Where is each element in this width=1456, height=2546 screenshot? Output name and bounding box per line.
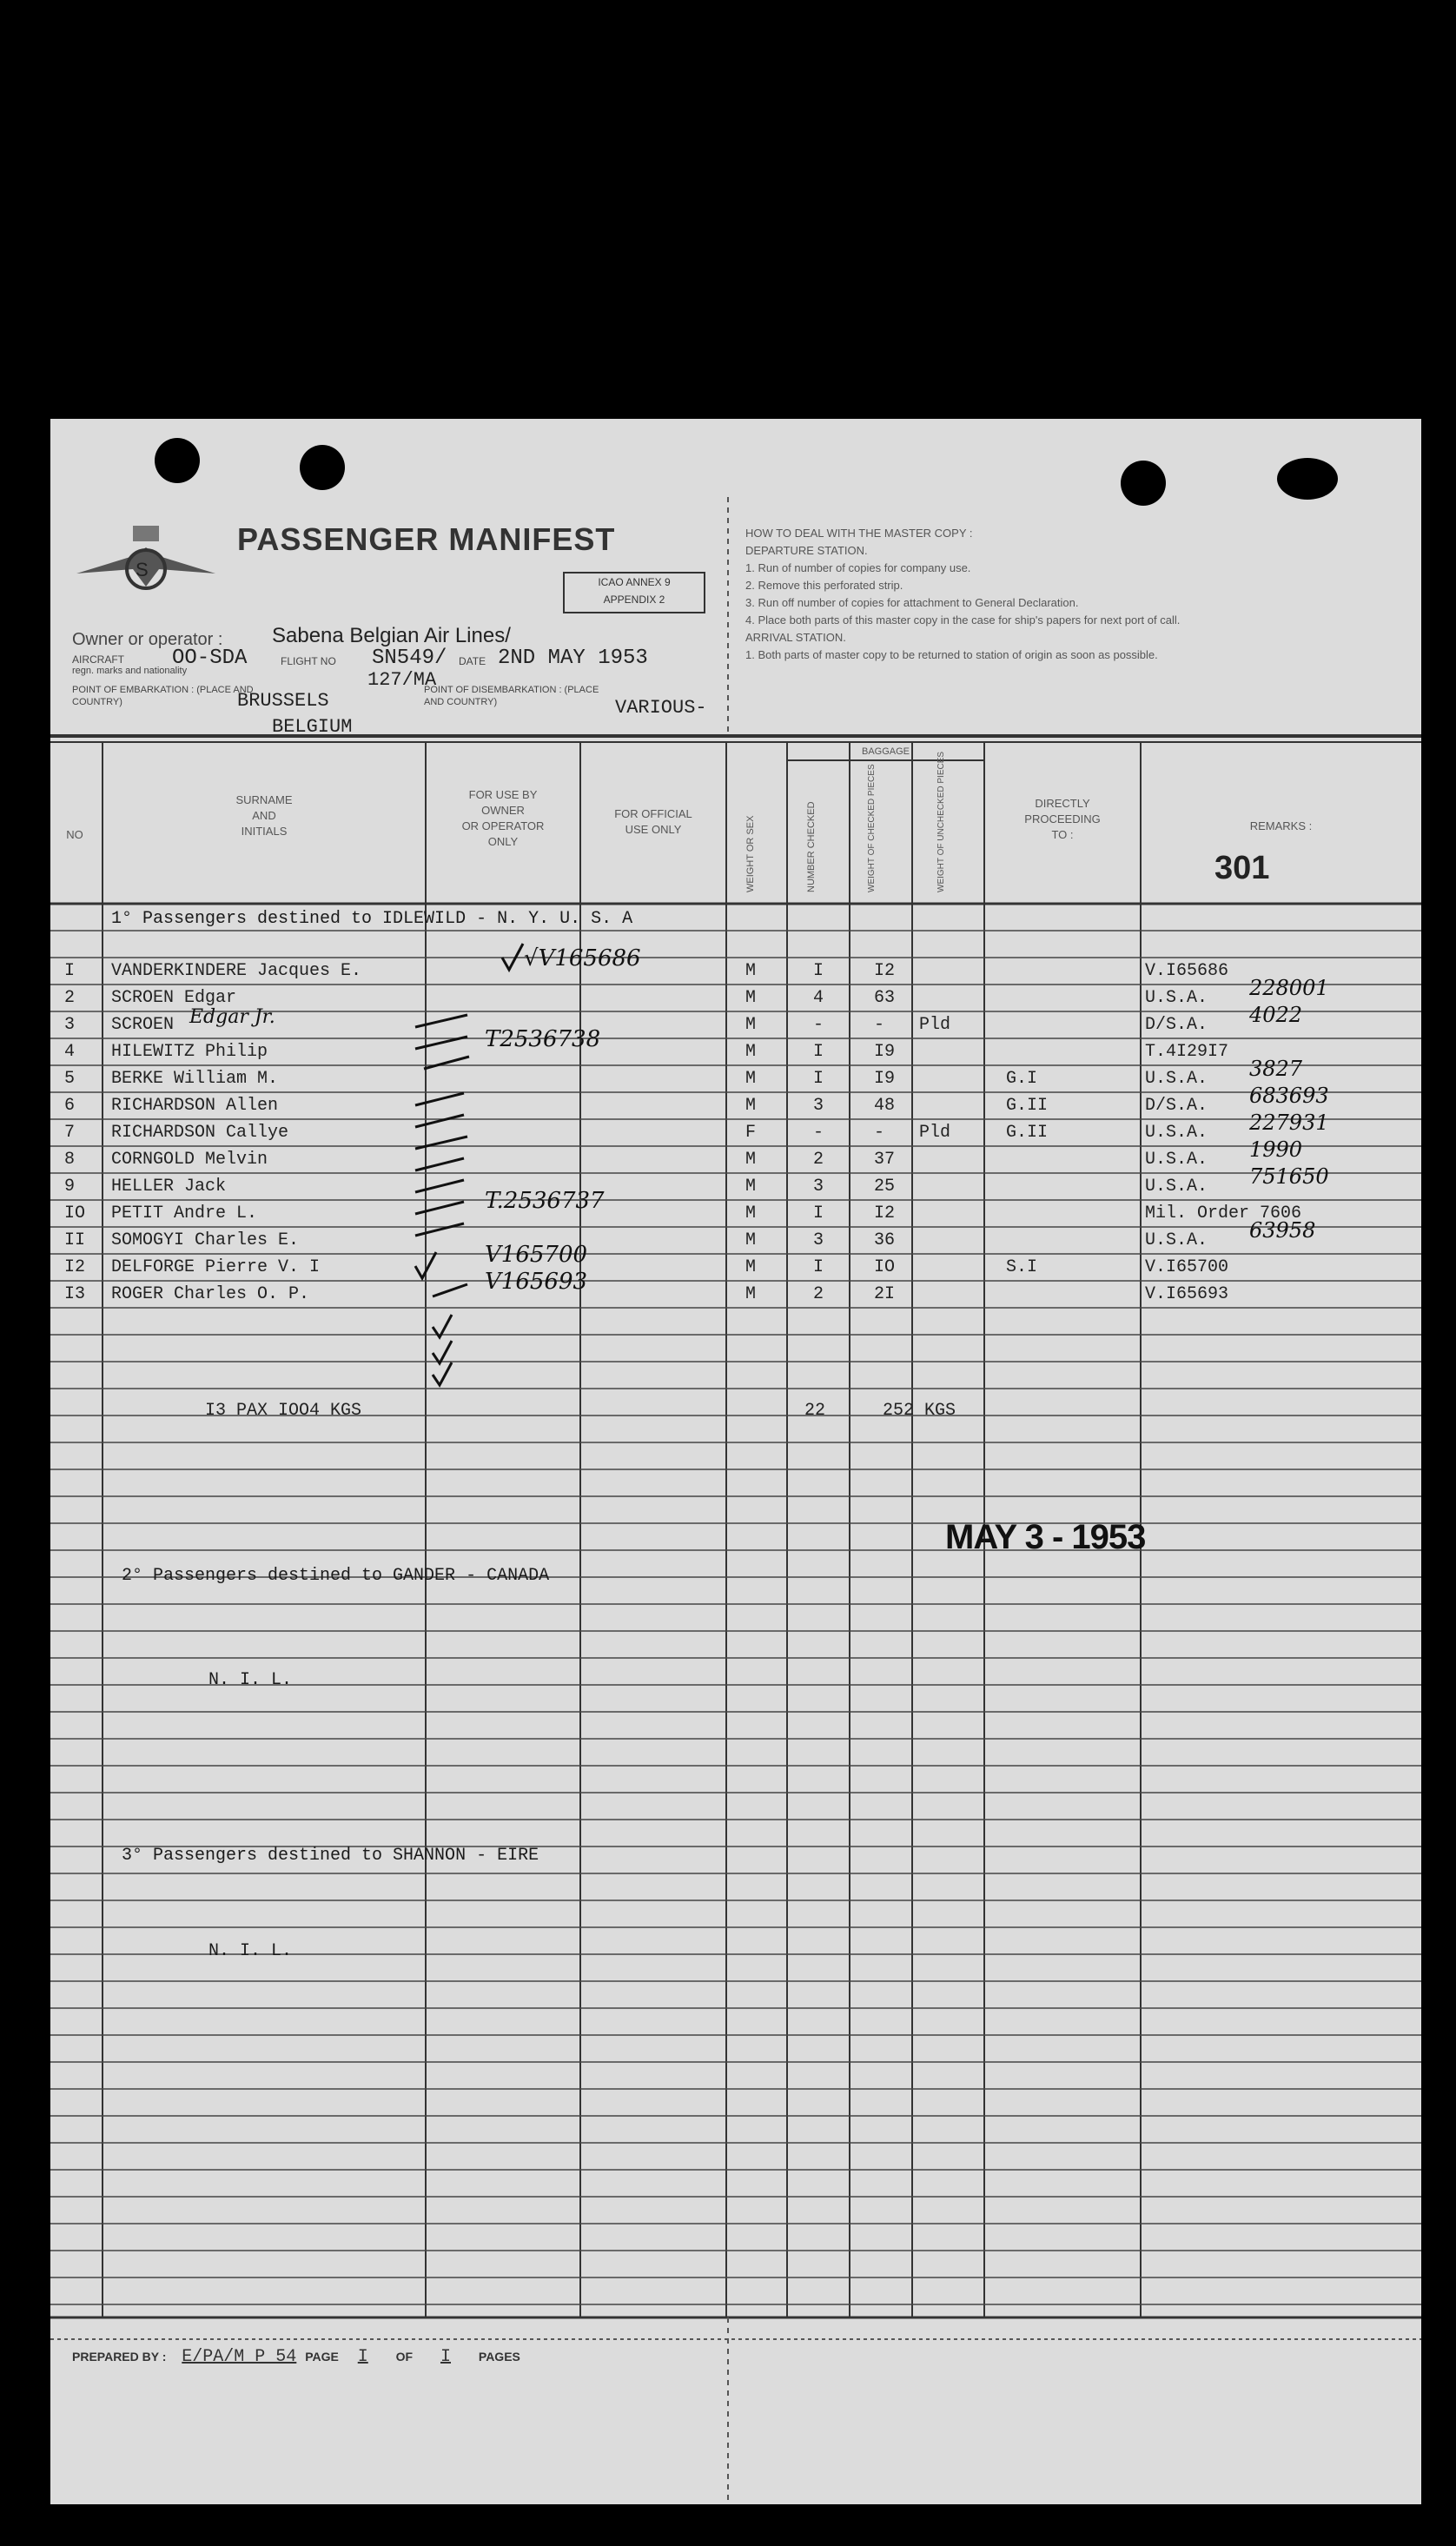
of-label: OF	[395, 2350, 414, 2364]
proceeding-to: G.II	[1006, 1096, 1049, 1116]
owner-value: Sabena Belgian Air Lines/	[272, 624, 511, 647]
baggage-number-checked: I	[813, 961, 824, 981]
remarks-typed: V.I65693	[1145, 1284, 1229, 1304]
remarks-typed: U.S.A.	[1145, 988, 1208, 1008]
passenger-name: DELFORGE Pierre V. I	[111, 1257, 321, 1277]
totals-num: 22	[804, 1401, 826, 1421]
proceeding-to: G.I	[1006, 1069, 1038, 1089]
passenger-number: 4	[64, 1042, 76, 1062]
document-title: PASSENGER MANIFEST	[237, 521, 616, 557]
embark-label: POINT OF EMBARKATION : (PLACE AND COUNTRY)	[72, 685, 254, 707]
baggage-weight-checked: -	[874, 1015, 885, 1035]
remarks-handwritten: 4022	[1249, 1003, 1303, 1027]
remarks-handwritten: 751650	[1249, 1164, 1329, 1189]
svg-text:S: S	[136, 559, 149, 580]
passenger-name: SCROEN Edgar	[111, 988, 237, 1008]
table-row	[50, 1003, 1421, 1038]
remarks-typed: U.S.A.	[1145, 1177, 1208, 1197]
prepared-value: E/PA/M P 54	[182, 2347, 297, 2367]
passenger-sex: M	[745, 988, 757, 1008]
baggage-number-checked: 2	[813, 1284, 824, 1304]
baggage-weight-checked: 48	[874, 1096, 896, 1116]
passenger-number: 6	[64, 1096, 76, 1116]
col-baggage-header: BAGGAGE	[861, 746, 910, 757]
flight-value: SN549/	[372, 646, 447, 670]
baggage-weight-unchecked: Pld	[919, 1123, 951, 1143]
remarks-typed: T.4I29I7	[1145, 1042, 1229, 1062]
remarks-handwritten: 63958	[1249, 1218, 1316, 1243]
baggage-weight-checked: I2	[874, 1203, 896, 1223]
col-weight-checked-header: WEIGHT OF CHECKED PIECES	[867, 764, 877, 892]
col-owner-header: FOR USE BY OWNER OR OPERATOR ONLY	[461, 788, 545, 848]
passenger-number: 8	[64, 1150, 76, 1170]
manifest-sheet	[50, 419, 1421, 2504]
passenger-sex: M	[745, 1257, 757, 1277]
page-value: I	[357, 2347, 368, 2367]
prepared-label: PREPARED BY :	[72, 2350, 167, 2364]
baggage-number-checked: -	[813, 1123, 824, 1143]
table-row	[50, 1218, 1421, 1254]
baggage-number-checked: 3	[813, 1230, 824, 1250]
table-row	[50, 1111, 1421, 1146]
disembark-value: VARIOUS-	[615, 697, 707, 719]
passenger-sex: M	[745, 1042, 757, 1062]
totals-pax: I3 PAX IOO4 KGS	[205, 1401, 362, 1421]
passenger-sex: M	[745, 1177, 757, 1197]
baggage-number-checked: I	[813, 1203, 824, 1223]
date-label: DATE	[459, 655, 486, 667]
passenger-name: CORNGOLD Melvin	[111, 1150, 268, 1170]
icao-annex-box: ICAO ANNEX 9 APPENDIX 2	[563, 572, 705, 613]
remarks-handwritten: 227931	[1249, 1111, 1329, 1135]
passenger-sex: M	[745, 1096, 757, 1116]
passenger-number: 5	[64, 1069, 76, 1089]
passenger-sex: M	[745, 1069, 757, 1089]
col-weight-header: WEIGHT OR SEX	[745, 815, 756, 892]
passenger-name: ROGER Charles O. P.	[111, 1284, 310, 1304]
table-row	[50, 1026, 1421, 1065]
date-value: 2ND MAY 1953	[498, 646, 648, 670]
pages-label: PAGES	[478, 2350, 520, 2364]
section-3-nil: N. I. L.	[208, 1941, 293, 1961]
baggage-number-checked: 2	[813, 1150, 824, 1170]
passenger-number: I3	[64, 1284, 86, 1304]
master-copy-instructions: HOW TO DEAL WITH THE MASTER COPY : DEPARTURE STATION. 1. Run of number of copies for company use. 2. Remove this perforated strip. 3. Run off number of copies for attachment to General Declaration. 4. Place both parts of this master copy in the case for ship's papers for next port of call. ARRIVAL STATION. 1. Both parts of master copy to be returned to station of origin as soon as possible.	[745, 527, 1181, 661]
date-stamp: MAY 3 - 1953	[945, 1518, 1146, 1556]
baggage-weight-checked: 36	[874, 1230, 896, 1250]
remarks-typed: D/S.A.	[1145, 1015, 1208, 1035]
table-row	[50, 1084, 1421, 1119]
passenger-name: SCROEN	[111, 1015, 175, 1035]
table-row	[50, 1137, 1421, 1173]
baggage-weight-checked: 25	[874, 1177, 896, 1197]
baggage-weight-checked: I2	[874, 961, 896, 981]
baggage-number-checked: -	[813, 1015, 824, 1035]
remarks-handwritten: 1990	[1249, 1137, 1303, 1162]
col-remarks-header: REMARKS :	[1249, 819, 1313, 832]
footer	[72, 2347, 520, 2367]
remarks-typed: V.I65686	[1145, 961, 1229, 981]
embark-value: BRUSSELS	[237, 690, 329, 712]
remarks-number: 301	[1214, 850, 1270, 886]
of-value: I	[440, 2347, 451, 2367]
passenger-sex: M	[745, 1284, 757, 1304]
baggage-number-checked: I	[813, 1257, 824, 1277]
passenger-sex: M	[745, 961, 757, 981]
page-label: PAGE	[305, 2350, 339, 2364]
remarks-handwritten: 228001	[1249, 976, 1329, 1000]
passenger-name: PETIT Andre L.	[111, 1203, 258, 1223]
baggage-number-checked: I	[813, 1042, 824, 1062]
remarks-typed: U.S.A.	[1145, 1069, 1208, 1089]
passenger-sex: M	[745, 1150, 757, 1170]
remarks-handwritten: 683693	[1249, 1084, 1329, 1108]
col-official-header: FOR OFFICIAL USE ONLY	[614, 807, 692, 836]
table-row	[50, 1269, 1421, 1308]
embark-value-2: BELGIUM	[272, 716, 353, 738]
totals-weight: 252 KGS	[883, 1401, 956, 1421]
handwritten-number: V165700	[485, 1242, 588, 1268]
baggage-weight-checked: -	[874, 1123, 885, 1143]
table-row	[50, 1164, 1421, 1200]
passenger-name: VANDERKINDERE Jacques E.	[111, 961, 362, 981]
baggage-weight-checked: 63	[874, 988, 896, 1008]
remarks-typed: Mil. Order 7606	[1145, 1203, 1302, 1223]
remarks-typed: U.S.A.	[1145, 1123, 1208, 1143]
baggage-weight-checked: IO	[874, 1257, 896, 1277]
baggage-number-checked: 3	[813, 1096, 824, 1116]
remarks-typed: V.I65700	[1145, 1257, 1229, 1277]
passenger-name: RICHARDSON Callye	[111, 1123, 289, 1143]
baggage-number-checked: 3	[813, 1177, 824, 1197]
passenger-number: 9	[64, 1177, 76, 1197]
baggage-weight-checked: 37	[874, 1150, 896, 1170]
passenger-number: I	[64, 961, 76, 981]
aircraft-label: AIRCRAFT	[72, 653, 124, 666]
proceeding-to: G.II	[1006, 1123, 1049, 1143]
baggage-weight-checked: I9	[874, 1042, 896, 1062]
table-row	[50, 945, 1421, 985]
col-number-checked-header: NUMBER CHECKED	[806, 801, 817, 892]
passenger-sex: M	[745, 1230, 757, 1250]
baggage-number-checked: 4	[813, 988, 824, 1008]
section-1-heading: 1° Passengers destined to IDLEWILD - N. Y. U. S. A	[111, 909, 633, 929]
regn-label: regn. marks and nationality	[72, 666, 188, 676]
handwritten-number: T.2536737	[485, 1188, 605, 1214]
section-3-heading: 3° Passengers destined to SHANNON - EIRE	[122, 1846, 539, 1866]
handwritten-number: V165693	[485, 1269, 588, 1295]
baggage-weight-checked: 2I	[874, 1284, 896, 1304]
col-no-header: NO	[66, 828, 83, 841]
baggage-number-checked: I	[813, 1069, 824, 1089]
handwritten-number: √V165686	[524, 945, 641, 971]
passenger-number: 7	[64, 1123, 76, 1143]
disembark-label: POINT OF DISEMBARKATION : (PLACE AND COUNTRY)	[424, 685, 599, 707]
col-surname-header: SURNAME AND INITIALS	[235, 793, 293, 838]
remarks-typed: D/S.A.	[1145, 1096, 1208, 1116]
col-proceeding-header: DIRECTLY PROCEEDING TO :	[1024, 797, 1101, 841]
passenger-number: II	[64, 1230, 86, 1250]
aircraft-value: OO-SDA	[172, 646, 248, 670]
handwritten-number: T2536738	[485, 1026, 601, 1052]
passenger-sex: M	[745, 1203, 757, 1223]
passenger-name: BERKE William M.	[111, 1069, 279, 1089]
passenger-sex: M	[745, 1015, 757, 1035]
flight-value-2: 127/MA	[367, 669, 437, 691]
passenger-number: 3	[64, 1015, 76, 1035]
remarks-handwritten: 3827	[1249, 1057, 1303, 1081]
passenger-number: IO	[64, 1203, 86, 1223]
table-row	[50, 1188, 1421, 1227]
col-weight-unchecked-header: WEIGHT OF UNCHECKED PIECES	[936, 751, 946, 892]
table-row	[50, 1242, 1421, 1281]
passenger-number: I2	[64, 1257, 86, 1277]
owner-label: Owner or operator :	[72, 630, 223, 649]
section-2-heading: 2° Passengers destined to GANDER - CANADA	[122, 1566, 550, 1586]
passenger-name-handwritten: Edgar Jr.	[189, 1006, 275, 1028]
baggage-weight-checked: I9	[874, 1069, 896, 1089]
table-row	[50, 1057, 1421, 1092]
table-grid	[50, 419, 1421, 2504]
flight-label: FLIGHT NO	[281, 655, 336, 667]
section-2-nil: N. I. L.	[208, 1670, 293, 1690]
passenger-name: HILEWITZ Philip	[111, 1042, 268, 1062]
remarks-typed: U.S.A.	[1145, 1230, 1208, 1250]
passenger-name: SOMOGYI Charles E.	[111, 1230, 300, 1250]
proceeding-to: S.I	[1006, 1257, 1038, 1277]
passenger-name: RICHARDSON Allen	[111, 1096, 279, 1116]
baggage-weight-unchecked: Pld	[919, 1015, 951, 1035]
passenger-name: HELLER Jack	[111, 1177, 227, 1197]
passenger-sex: F	[745, 1123, 757, 1143]
passenger-number: 2	[64, 988, 76, 1008]
remarks-typed: U.S.A.	[1145, 1150, 1208, 1170]
